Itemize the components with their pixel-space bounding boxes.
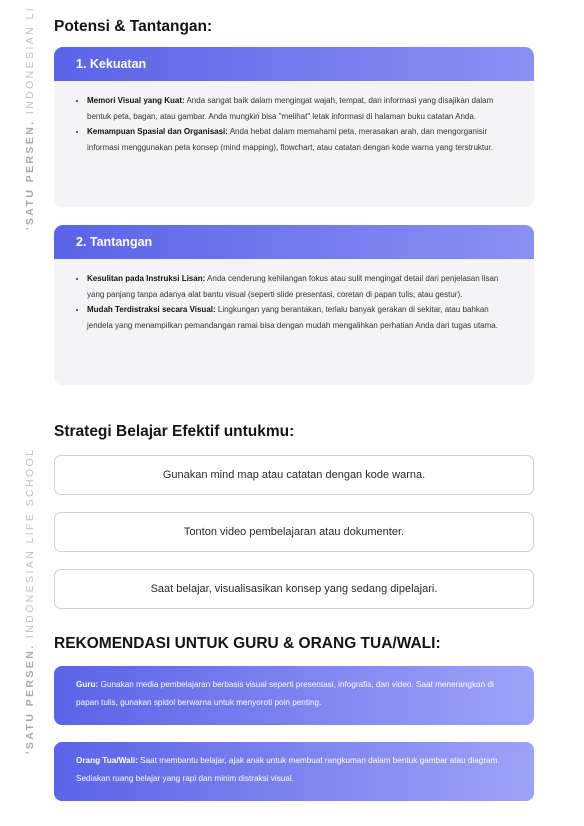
watermark-bottom: 'SATU PERSEN. INDONESIAN LIFE SCHOOL [24,447,36,754]
section-title-potensi: Potensi & Tantangan: [54,18,213,35]
card-tantangan [54,225,534,385]
strategy-item: Saat belajar, visualisasikan konsep yang sedang dipelajari. [54,569,534,609]
watermark-top: 'SATU PERSEN. INDONESIAN LI [24,5,36,230]
recommendation-guru: Guru: Gunakan media pembelajaran berbasis visual seperti presentasi, infografis, dan video. Saat menerangkan di papan tulis, gunakan spidol berwarna untuk menyoroti poin penting. [54,666,534,725]
section-title-strategi: Strategi Belajar Efektif untukmu: [54,423,295,440]
strategy-item: Tonton video pembelajaran atau dokumenter. [54,512,534,552]
list-item: • Kesulitan pada Instruksi Lisan: Anda cenderung kehilangan fokus atau sulit mengingat detail dari penjelasan lisan yang panjang tanpa adanya alat bantu visual (seperti slide presentasi, coretan di papan tulis, atau gestur). [87,271,512,302]
strategy-item: Gunakan mind map atau catatan dengan kode warna. [54,455,534,495]
tantangan-list [54,259,534,345]
card-heading: 2. Tantangan [54,225,534,259]
list-item: • Kemampuan Spasial dan Organisasi: Anda hebat dalam memahami peta, merasakan arah, dan mengorganisir informasi menggunakan peta konsep (mind mapping), flowchart, atau catatan dengan kode warna yang terstruktur. [87,124,512,155]
section-title-rekomendasi: REKOMENDASI UNTUK GURU & ORANG TUA/WALI: [54,635,441,652]
list-item: • Mudah Terdistraksi secara Visual: Lingkungan yang berantakan, terlalu banyak gerakan di sekitar, atau bahkan jendela yang menampilkan pemandangan ramai bisa dengan mudah mengalihkan perhatian Anda dari tugas utama. [87,302,512,333]
sidebar-watermark [23,0,37,826]
card-heading: 1. Kekuatan [54,47,534,81]
recommendation-ortu: Orang Tua/Wali: Saat membantu belajar, ajak anak untuk membuat rangkuman dalam bentuk gambar atau diagram. Sediakan ruang belajar yang rapi dan minim distraksi visual. [54,742,534,801]
list-item: • Memori Visual yang Kuat: Anda sangat baik dalam mengingat wajah, tempat, dan informasi yang disajikan dalam bentuk peta, bagan, atau gambar. Anda mungkin bisa "melihat" letak informasi di halaman buku catatan Anda. [87,93,512,124]
kekuatan-list [54,81,534,167]
card-kekuatan [54,47,534,207]
